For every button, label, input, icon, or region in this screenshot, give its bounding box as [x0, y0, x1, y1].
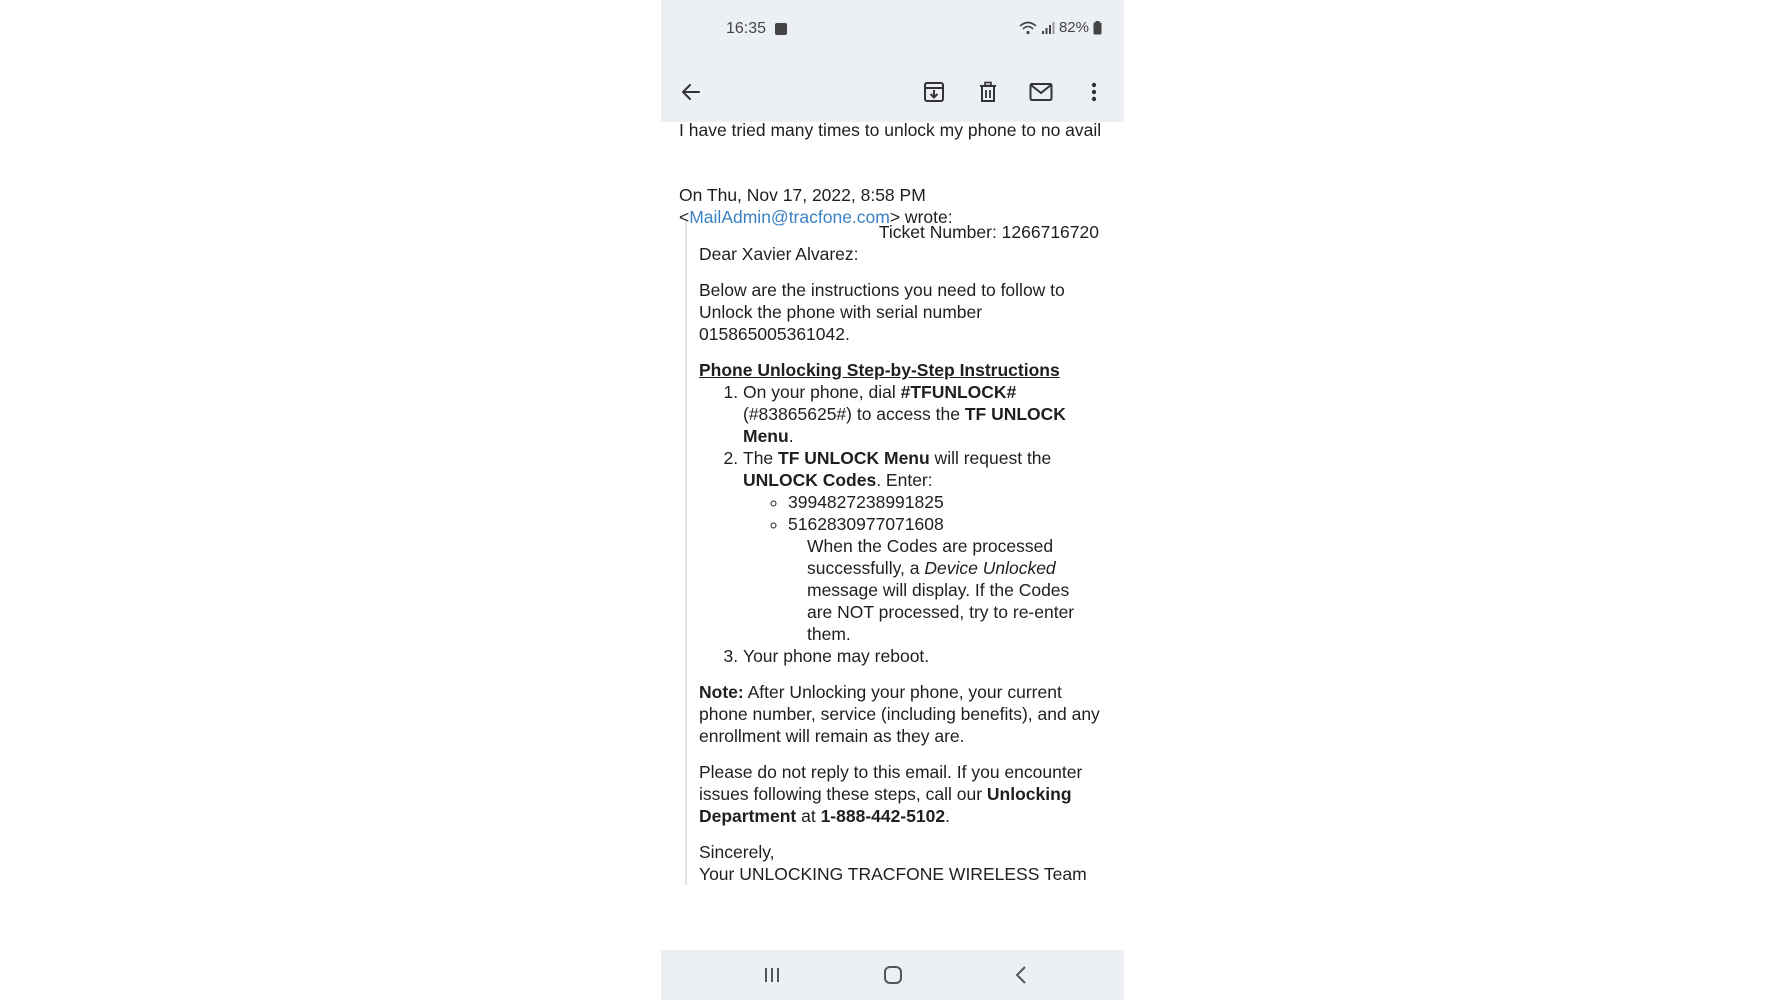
step-2: [743, 447, 1109, 645]
processed-c: message will display. If the Codes are NOT processed, try to re-enter them.: [807, 580, 1075, 644]
status-indicators: [1019, 19, 1102, 36]
mark-unread-icon[interactable]: [1021, 72, 1061, 112]
note-paragraph: [699, 681, 1109, 747]
step2-d: UNLOCK Codes: [743, 470, 877, 490]
back-icon[interactable]: [1001, 960, 1041, 990]
contact-b: Unlocking Department: [699, 784, 1072, 826]
note-label: Note:: [699, 682, 744, 702]
unlock-codes-list: [743, 491, 1109, 535]
contact-e: .: [945, 806, 950, 826]
contact-a: Please do not reply to this email. If you encounter issues following these steps, call our: [699, 762, 1083, 804]
wifi-icon: [1019, 21, 1037, 35]
section-title: Phone Unlocking Step-by-Step Instructions: [699, 360, 1060, 380]
sender-email-link[interactable]: MailAdmin@tracfone.com: [689, 207, 890, 227]
step-1: [743, 381, 1109, 447]
status-bar: [661, 0, 1124, 62]
email-body: [661, 122, 1124, 950]
more-options-icon[interactable]: [1074, 72, 1114, 112]
step1-b: #TFUNLOCK#: [900, 382, 1017, 402]
contact-phone: 1-888-442-5102: [820, 806, 946, 826]
greeting: Dear Xavier Alvarez:: [699, 244, 859, 264]
status-time: 16:35: [726, 20, 767, 37]
contact-c: at: [796, 806, 821, 826]
step2-e: . Enter:: [876, 470, 933, 490]
steps-list: [699, 381, 1109, 667]
processed-a: When the Codes are processed successfully, a: [807, 536, 1054, 578]
back-arrow-icon[interactable]: [671, 72, 711, 112]
delete-icon[interactable]: [968, 72, 1008, 112]
step1-a: On your phone, dial: [743, 382, 901, 402]
quoted-message: [685, 221, 1124, 885]
recent-apps-icon[interactable]: [752, 960, 792, 990]
archive-icon[interactable]: [914, 72, 954, 112]
battery-percent: 82%: [1058, 19, 1089, 36]
quote-header-prefix: On Thu, Nov 17, 2022, 8:58 PM <: [679, 185, 926, 227]
processed-b: Device Unlocked: [924, 558, 1056, 578]
note-text: After Unlocking your phone, your current phone number, service (including benefits), and any enrollment will remain as they are.: [699, 682, 1100, 746]
step1-d: TF UNLOCK Menu: [743, 404, 1066, 446]
quote-header-suffix: > wrote:: [889, 207, 953, 227]
intro-text: Below are the instructions you need to follow to Unlock the phone with serial number 015865005361042.: [699, 280, 1065, 344]
step-3: 3. Your phone may reboot.: [743, 645, 1109, 667]
ticket-number: Ticket Number: 1266716720: [878, 222, 1099, 242]
signature: Your UNLOCKING TRACFONE WIRELESS Team: [699, 864, 1087, 884]
signal-icon: [1041, 21, 1055, 35]
battery-icon: [1093, 21, 1102, 35]
unlock-code: ◦ 3994827238991825: [788, 491, 1109, 513]
step2-a: The: [743, 448, 779, 468]
email-toolbar: [661, 62, 1124, 122]
unlock-code: ◦ 5162830977071608: [788, 513, 1109, 535]
step2-b: TF UNLOCK Menu: [778, 448, 930, 468]
screenshot-notification-icon: [775, 23, 787, 35]
phone-screen: [661, 0, 1124, 1000]
reply-text: I have tried many times to unlock my phone to no avail: [679, 122, 1102, 140]
system-nav-bar: [661, 950, 1124, 1000]
home-icon[interactable]: [873, 960, 913, 990]
step2-c: will request the: [929, 448, 1052, 468]
step1-c: (#83865625#) to access the: [743, 404, 965, 424]
closing: Sincerely,: [699, 842, 775, 862]
processed-note: [807, 535, 1092, 645]
step1-e: .: [788, 426, 794, 446]
contact-paragraph: [699, 761, 1109, 827]
